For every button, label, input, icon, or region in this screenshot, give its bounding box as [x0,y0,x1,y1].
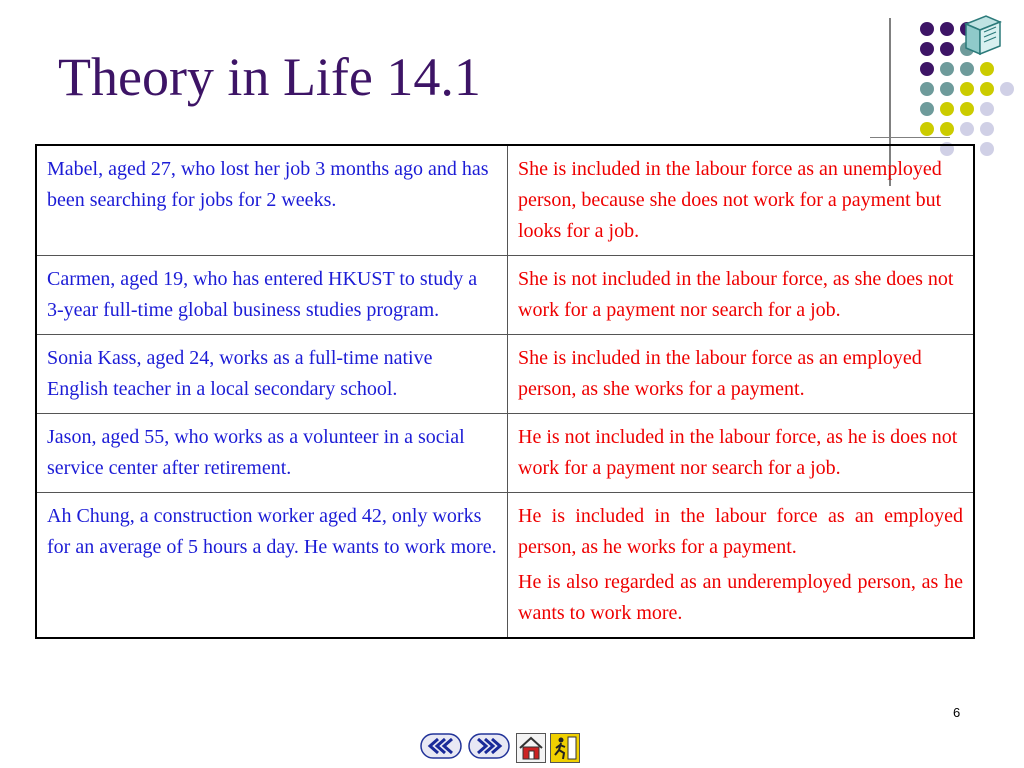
decorative-dot [940,22,954,36]
status-text: He is also regarded as an underemployed person, as he wants to work more. [518,571,963,624]
labour-force-table [35,144,975,639]
status-text: He is not included in the labour force, as he is does not work for a payment nor search for a job. [518,426,958,479]
table-row [36,145,974,256]
decorative-dot [960,62,974,76]
status-text: She is not included in the labour force, as she does not work for a payment nor search for a job. [518,268,954,321]
decorative-dot [980,82,994,96]
decorative-dot [980,62,994,76]
decorative-dot [920,102,934,116]
decorative-dot [920,22,934,36]
exit-icon[interactable] [550,733,580,763]
decorative-dot [980,142,994,156]
home-icon[interactable] [516,733,546,763]
decorative-dot [940,42,954,56]
previous-slide-icon[interactable] [420,733,462,759]
next-slide-icon[interactable] [468,733,510,759]
labour-force-status [508,145,975,256]
person-description: Sonia Kass, aged 24, works as a full-time native English teacher in a local secondary school. [36,335,508,414]
book-icon [962,14,1004,58]
decorative-dot [1000,82,1014,96]
table-row [36,256,974,335]
status-text: She is included in the labour force as an unemployed person, because she does not work for a payment but looks for a job. [518,158,942,242]
page-number: 6 [953,705,961,720]
labour-force-status [508,256,975,335]
decorative-dot [920,62,934,76]
table-row [36,493,974,639]
decorative-dot [940,62,954,76]
decorative-dot [960,122,974,136]
table-row [36,335,974,414]
person-description: Mabel, aged 27, who lost her job 3 months ago and has been searching for jobs for 2 weeks. [36,145,508,256]
decorative-dot [980,122,994,136]
labour-force-status [508,335,975,414]
decorative-dot [940,102,954,116]
decorative-dot [920,122,934,136]
status-text: She is included in the labour force as an employed person, as she works for a payment. [518,347,922,400]
decorative-dot [920,82,934,96]
decorative-dot [940,122,954,136]
decorative-dot [920,42,934,56]
labour-force-status [508,493,975,639]
table-row [36,414,974,493]
labour-force-status [508,414,975,493]
decorative-dot [940,82,954,96]
person-description: Carmen, aged 19, who has entered HKUST to study a 3-year full-time global business studies program. [36,256,508,335]
status-text: He is included in the labour force as an employed person, as he works for a payment. [518,505,963,558]
decorative-dot [960,102,974,116]
decorative-dot [980,102,994,116]
person-description: Jason, aged 55, who works as a volunteer in a social service center after retirement. [36,414,508,493]
decorative-dot [960,82,974,96]
person-description: Ah Chung, a construction worker aged 42, only works for an average of 5 hours a day. He wants to work more. [36,493,508,639]
decorative-horizontal-line [870,137,950,138]
slide-title: Theory in Life 14.1 [58,47,481,107]
